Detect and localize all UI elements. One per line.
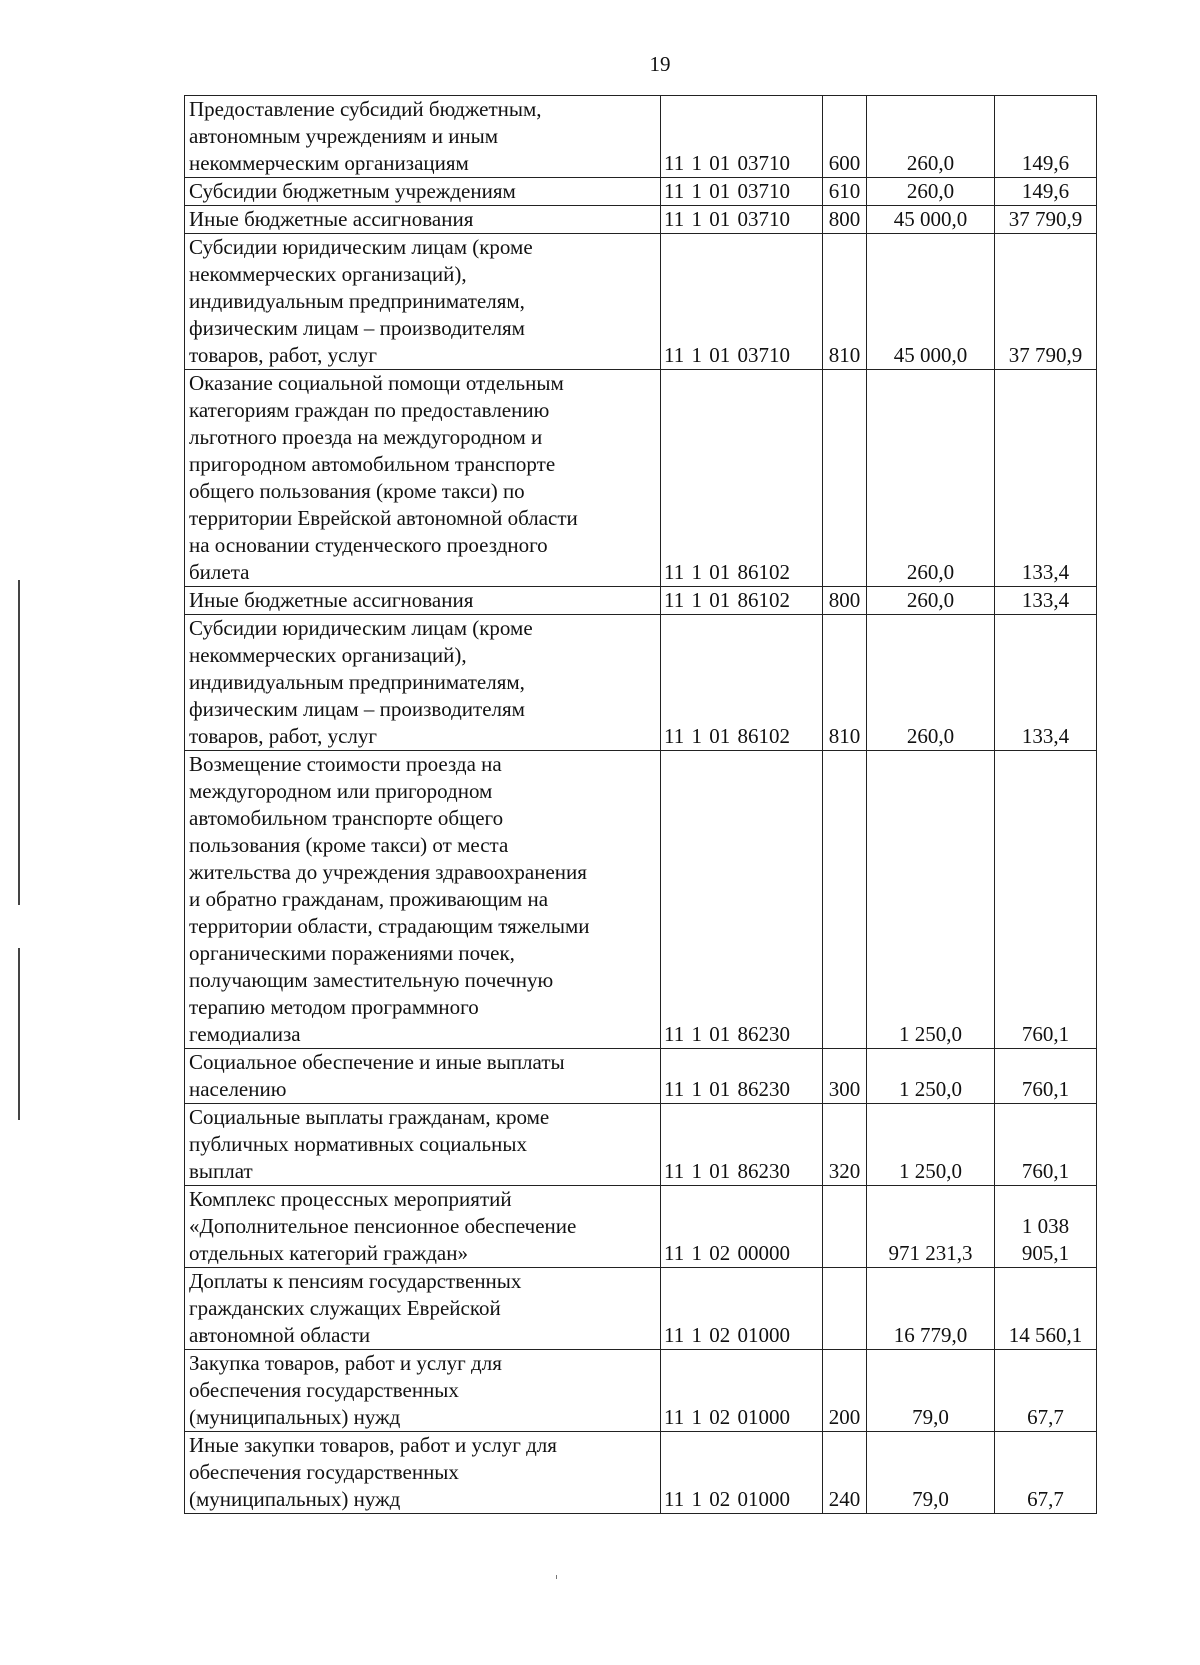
table-row	[185, 751, 1097, 1049]
row-code-cell: 11 1 01 86102	[661, 615, 823, 751]
row-code-cell: 11 1 01 86102	[661, 370, 823, 587]
row-plan-cell: 1 250,0	[867, 751, 995, 1049]
row-fact-cell: 67,7	[995, 1432, 1097, 1514]
table-row	[185, 1104, 1097, 1186]
row-fact-cell: 133,4	[995, 615, 1097, 751]
row-name-cell: Субсидии юридическим лицам (кроме некоммерческих организаций), индивидуальным предпринимателям, физическим лицам – производителям товаров, работ, услуг	[185, 234, 661, 370]
row-fact-cell: 37 790,9	[995, 206, 1097, 234]
row-fact-cell: 1 038 905,1	[995, 1186, 1097, 1268]
table-row	[185, 370, 1097, 587]
table-row	[185, 1432, 1097, 1514]
page-number: 19	[649, 52, 671, 76]
row-expense-type-cell: 300	[823, 1049, 867, 1104]
row-expense-type-cell	[823, 1268, 867, 1350]
row-fact-cell: 760,1	[995, 1104, 1097, 1186]
row-name-cell: Иные бюджетные ассигнования	[185, 206, 661, 234]
row-plan-cell: 16 779,0	[867, 1268, 995, 1350]
row-fact-cell: 67,7	[995, 1350, 1097, 1432]
table-row	[185, 234, 1097, 370]
scan-margin-line	[18, 948, 20, 1120]
row-fact-cell: 14 560,1	[995, 1268, 1097, 1350]
row-name-cell: Закупка товаров, работ и услуг для обеспечения государственных (муниципальных) нужд	[185, 1350, 661, 1432]
row-expense-type-cell: 320	[823, 1104, 867, 1186]
table-row	[185, 206, 1097, 234]
row-expense-type-cell: 610	[823, 178, 867, 206]
row-plan-cell: 260,0	[867, 615, 995, 751]
row-expense-type-cell: 200	[823, 1350, 867, 1432]
row-expense-type-cell: 810	[823, 615, 867, 751]
row-fact-cell: 760,1	[995, 1049, 1097, 1104]
row-name-cell: Субсидии юридическим лицам (кроме некоммерческих организаций), индивидуальным предпринимателям, физическим лицам – производителям товаров, работ, услуг	[185, 615, 661, 751]
row-expense-type-cell	[823, 1186, 867, 1268]
table-row	[185, 96, 1097, 178]
row-plan-cell: 260,0	[867, 96, 995, 178]
row-fact-cell: 133,4	[995, 587, 1097, 615]
table-row	[185, 1268, 1097, 1350]
table-row	[185, 1186, 1097, 1268]
row-expense-type-cell: 600	[823, 96, 867, 178]
row-expense-type-cell: 240	[823, 1432, 867, 1514]
table-row	[185, 1350, 1097, 1432]
row-plan-cell: 1 250,0	[867, 1104, 995, 1186]
table-row	[185, 587, 1097, 615]
row-plan-cell: 260,0	[867, 587, 995, 615]
row-expense-type-cell	[823, 370, 867, 587]
row-code-cell: 11 1 01 86102	[661, 587, 823, 615]
row-plan-cell: 45 000,0	[867, 206, 995, 234]
row-expense-type-cell: 800	[823, 587, 867, 615]
row-name-cell: Возмещение стоимости проезда на междугородном или пригородном автомобильном транспорте общего пользования (кроме такси) от места жительства до учреждения здравоохранения и обратно гражданам, проживающим на территории области, страдающим тяжелыми органическими поражениями почек, получающим заместительную почечную терапию методом программного гемодиализа	[185, 751, 661, 1049]
scan-mark	[556, 1575, 557, 1579]
table-row	[185, 1049, 1097, 1104]
row-expense-type-cell	[823, 751, 867, 1049]
row-code-cell: 11 1 02 01000	[661, 1268, 823, 1350]
row-name-cell: Комплекс процессных мероприятий «Дополнительное пенсионное обеспечение отдельных категорий граждан»	[185, 1186, 661, 1268]
row-plan-cell: 971 231,3	[867, 1186, 995, 1268]
row-fact-cell: 133,4	[995, 370, 1097, 587]
row-name-cell: Социальное обеспечение и иные выплаты населению	[185, 1049, 661, 1104]
row-code-cell: 11 1 01 03710	[661, 178, 823, 206]
row-code-cell: 11 1 02 00000	[661, 1186, 823, 1268]
row-plan-cell: 260,0	[867, 178, 995, 206]
row-code-cell: 11 1 01 03710	[661, 96, 823, 178]
row-code-cell: 11 1 01 86230	[661, 1104, 823, 1186]
row-expense-type-cell: 800	[823, 206, 867, 234]
row-code-cell: 11 1 01 03710	[661, 234, 823, 370]
row-name-cell: Иные бюджетные ассигнования	[185, 587, 661, 615]
row-fact-cell: 149,6	[995, 96, 1097, 178]
table-row	[185, 615, 1097, 751]
row-name-cell: Предоставление субсидий бюджетным, автономным учреждениям и иным некоммерческим организациям	[185, 96, 661, 178]
budget-table	[184, 95, 1097, 1514]
table-body	[185, 96, 1097, 1514]
row-fact-cell: 149,6	[995, 178, 1097, 206]
row-plan-cell: 79,0	[867, 1432, 995, 1514]
table-row	[185, 178, 1097, 206]
row-name-cell: Субсидии бюджетным учреждениям	[185, 178, 661, 206]
row-name-cell: Оказание социальной помощи отдельным категориям граждан по предоставлению льготного проезда на междугородном и пригородном автомобильном транспорте общего пользования (кроме такси) по территории Еврейской автономной области на основании студенческого проездного билета	[185, 370, 661, 587]
scan-margin-line	[18, 580, 20, 905]
row-code-cell: 11 1 01 03710	[661, 206, 823, 234]
row-expense-type-cell: 810	[823, 234, 867, 370]
row-fact-cell: 760,1	[995, 751, 1097, 1049]
row-plan-cell: 1 250,0	[867, 1049, 995, 1104]
row-name-cell: Доплаты к пенсиям государственных гражданских служащих Еврейской автономной области	[185, 1268, 661, 1350]
row-code-cell: 11 1 02 01000	[661, 1350, 823, 1432]
row-code-cell: 11 1 01 86230	[661, 1049, 823, 1104]
row-plan-cell: 45 000,0	[867, 234, 995, 370]
row-code-cell: 11 1 02 01000	[661, 1432, 823, 1514]
row-name-cell: Иные закупки товаров, работ и услуг для обеспечения государственных (муниципальных) нужд	[185, 1432, 661, 1514]
row-fact-cell: 37 790,9	[995, 234, 1097, 370]
row-plan-cell: 79,0	[867, 1350, 995, 1432]
row-name-cell: Социальные выплаты гражданам, кроме публичных нормативных социальных выплат	[185, 1104, 661, 1186]
row-code-cell: 11 1 01 86230	[661, 751, 823, 1049]
row-plan-cell: 260,0	[867, 370, 995, 587]
